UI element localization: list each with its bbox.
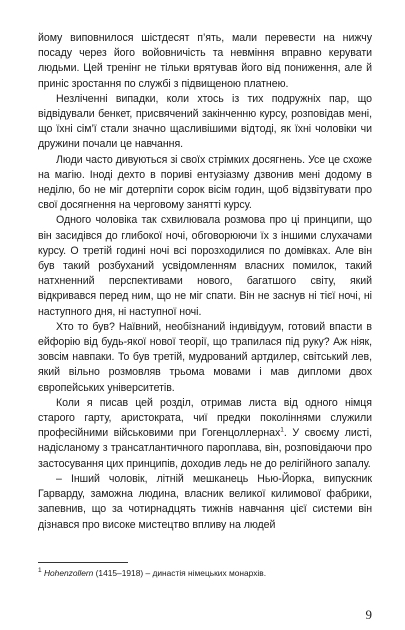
footnote-term: Hohenzollern	[43, 568, 94, 578]
book-page	[38, 31, 372, 621]
paragraph-german-letter	[38, 396, 372, 472]
footnote-divider	[38, 562, 128, 563]
footnote-text: (1415–1918) – династія німецьких монархів.	[93, 568, 267, 578]
paragraph-art-dealer: Хто то був? Наївний, необізнаний індивідуум, готовий впасти в ейфорію від будь-якої нової теорії, що трапилася під руку? Аж ніяк, зовсім навпаки. То був третій, мудрований артдилер, світський лев, який вільно розмовляв трьома мовами і мав дипломи двох європейських університетів.	[38, 320, 372, 394]
paragraph-sleepless-man: Одного чоловіка так схвилювала розмова про ці принципи, що він засидівся до глибокої ночі, обговорюючи їх з іншими слухачами курсу. О третій годині ночі всі порозходилися по домівках. Але він був такий розбуханий усвідомленням власних помилок, такий натхненний перспективами нового, багатшого світу, який відкривався перед ним, що не міг спати. Він не заснув ні тієї ночі, ні наступного дня, ні наступної ночі.	[38, 214, 372, 318]
paragraph-couples: Незліченні випадки, коли хтось із тих подружніх пар, що відвідували бенкет, присвячений закінченню курсу, розповідав мені, що їхні сім’ї стали значно щасливішими відтоді, як їхні чоловіки чи дружини почали це навчання.	[38, 92, 372, 151]
paragraph-achievements: Люди часто дивуються зі своїх стрімких досягнень. Усе це схоже на магію. Іноді дехто в пориві ентузіазму дзвонив мені додому в неділю, бо не міг дотерпіти сорок вісім годин, щоб відзвітувати про свої досягнення на черговому занятті курсу.	[38, 153, 372, 212]
footnote-ref: 1	[280, 426, 284, 434]
letter-text-after: . У своєму листі, надісланому з трансатлантичного пароплава, він, розповідаючи про застосування цих принципів, доходив ледь не до релігійного запалу.	[38, 427, 372, 470]
letter-text-before: Коли я писав цей розділ, отримав листа від одного німця старого гарту, аристократа, чиї предки поколіннями служили професійними військовими при Гогенцоллернах	[38, 396, 372, 440]
page-number: 9	[365, 607, 372, 622]
footnote-marker: 1	[38, 567, 42, 575]
paragraph-new-york-man: – Інший чоловік, літній мешканець Нью-Йорка, випускник Гарварду, заможна людина, власник великої килимової фабрики, запевнив, що за чотирнадцять тижнів навчання цієї системи він дізнався про високе мистецтво впливу на людей	[38, 472, 372, 531]
paragraph-continued: йому виповнилося шістдесят п’ять, мали перевести на нижчу посаду через його войовничість та невміння вправно керувати людьми. Цей тренінг не тільки врятував його від пониження, але й приніс зростання по службі з підвищеною платнею.	[38, 32, 372, 90]
footnote	[38, 568, 372, 579]
body-text	[38, 31, 372, 533]
